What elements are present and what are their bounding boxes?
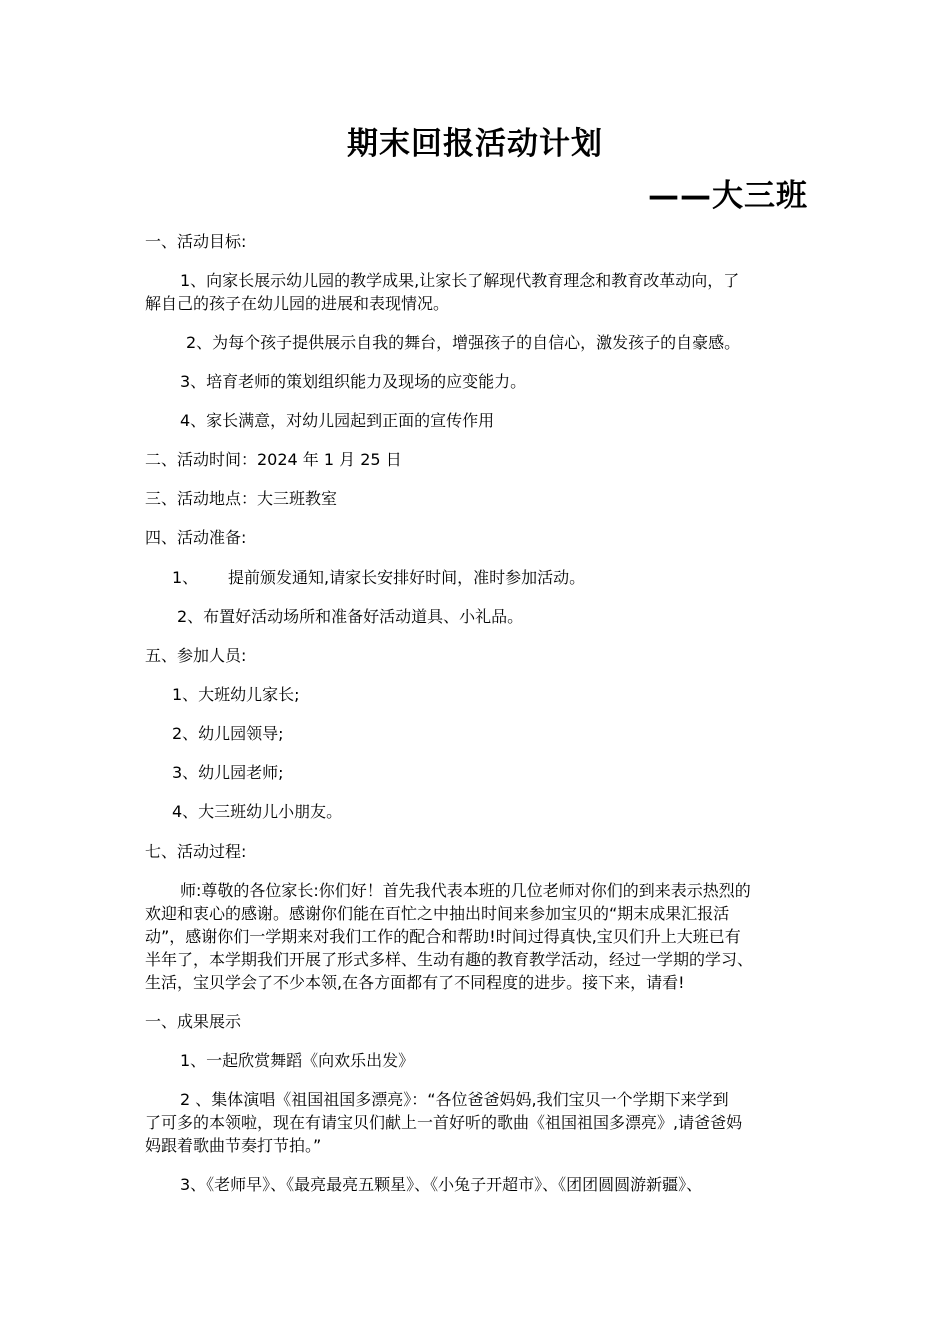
participant-item: 4、大三班幼儿小朋友。 xyxy=(172,802,343,821)
participant-item: 3、幼儿园老师; xyxy=(172,763,284,782)
section-heading-preparation: 四、活动准备: xyxy=(145,528,247,547)
speech-line-1: 师:尊敬的各位家长:你们好！首先我代表本班的几位老师对你们的到来表示热烈的 xyxy=(180,881,751,900)
result-item-1: 1、一起欣赏舞蹈《向欢乐出发》 xyxy=(180,1051,415,1070)
result-item-3: 3、《老师早》、《最亮最亮五颗星》、《小兔子开超市》、《团团圆圆游新疆》、 xyxy=(180,1175,703,1194)
prep-item-1-text: 提前颁发通知,请家长安排好时间，准时参加活动。 xyxy=(228,568,586,587)
speech-line-4: 半年了，本学期我们开展了形式多样、生动有趣的教育教学活动，经过一学期的学习、 xyxy=(145,950,754,969)
result-item-2-line-1: 2 、集体演唱《祖国祖国多漂亮》：“各位爸爸妈妈,我们宝贝一个学期下来学到 xyxy=(180,1090,729,1109)
goal-item-4: 4、家长满意，对幼儿园起到正面的宣传作用 xyxy=(180,411,495,430)
participant-item: 1、大班幼儿家长; xyxy=(172,685,300,704)
prep-item-1-number: 1、 xyxy=(172,568,199,587)
section-heading-participants: 五、参加人员: xyxy=(145,646,247,665)
participant-item: 2、幼儿园领导; xyxy=(172,724,284,743)
section-heading-location: 三、活动地点：大三班教室 xyxy=(145,489,338,508)
document-title: 期末回报活动计划 xyxy=(347,126,603,162)
result-item-2-line-2: 了可多的本领啦，现在有请宝贝们献上一首好听的歌曲《祖国祖国多漂亮》,请爸爸妈 xyxy=(145,1113,743,1132)
goal-item-1-line-2: 解自己的孩子在幼儿园的进展和表现情况。 xyxy=(145,294,450,313)
speech-line-2: 欢迎和衷心的感谢。感谢你们能在百忙之中抽出时间来参加宝贝的“期末成果汇报活 xyxy=(145,904,730,923)
section-heading-goals: 一、活动目标: xyxy=(145,232,247,251)
section-heading-process: 七、活动过程: xyxy=(145,842,247,861)
section-heading-results: 一、成果展示 xyxy=(145,1012,242,1031)
prep-item-2: 2、布置好活动场所和准备好活动道具、小礼品。 xyxy=(177,607,524,626)
speech-line-5: 生活，宝贝学会了不少本领,在各方面都有了不同程度的进步。接下来，请看! xyxy=(145,973,685,992)
goal-item-2: 2、为每个孩子提供展示自我的舞台，增强孩子的自信心，激发孩子的自豪感。 xyxy=(186,333,741,352)
result-item-2-line-3: 妈跟着歌曲节奏打节拍。” xyxy=(145,1136,322,1155)
section-heading-time: 二、活动时间：2024 年 1 月 25 日 xyxy=(145,450,402,469)
speech-line-3: 动”，感谢你们一学期来对我们工作的配合和帮助!时间过得真快,宝贝们升上大班已有 xyxy=(145,927,741,946)
document-subtitle: ——大三班 xyxy=(648,178,808,214)
goal-item-1-line-1: 1、向家长展示幼儿园的教学成果,让家长了解现代教育理念和教育改革动向，了 xyxy=(180,271,740,290)
goal-item-3: 3、培育老师的策划组织能力及现场的应变能力。 xyxy=(180,372,527,391)
